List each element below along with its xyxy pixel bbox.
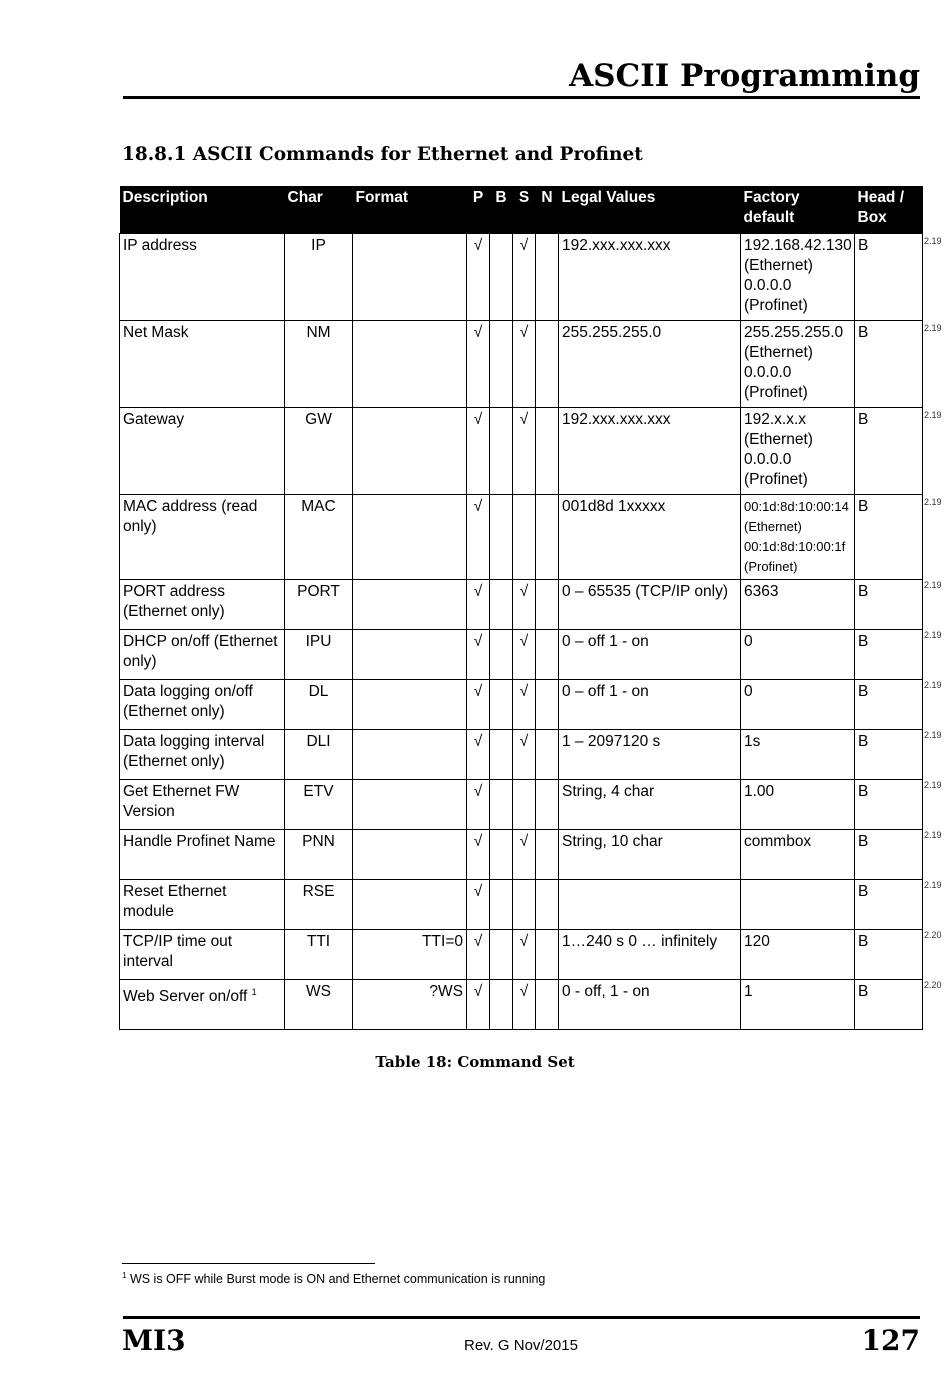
cell-char-text: MAC — [301, 498, 336, 515]
col-header-format: Format — [353, 186, 467, 234]
cell-s-text: √ — [519, 583, 529, 600]
cell-legal-values — [559, 680, 741, 730]
table-header-row — [120, 186, 923, 234]
cell-b — [490, 580, 513, 630]
cell-char-text: PNN — [302, 833, 335, 850]
cell-legal-values-text: 1 – 2097120 s — [562, 733, 661, 750]
cell-legal-values — [559, 730, 741, 780]
cell-legal-values-text: 1…240 s 0 … infinitely — [562, 933, 718, 950]
cell-factory-default-text: commbox — [744, 833, 812, 850]
cell-description — [120, 630, 285, 680]
cell-factory-default-text: 1s — [744, 733, 761, 750]
cell-n — [536, 234, 559, 321]
cell-factory-default — [741, 630, 855, 680]
cell-head-box — [855, 234, 923, 321]
cell-char — [285, 630, 353, 680]
table-row — [120, 321, 923, 408]
cell-s — [513, 980, 536, 1030]
cell-legal-values — [559, 980, 741, 1030]
cell-s — [513, 730, 536, 780]
cell-char — [285, 580, 353, 630]
table-row — [120, 408, 923, 495]
cell-legal-values-text: 0 – off 1 - on — [562, 683, 649, 700]
cell-s — [513, 408, 536, 495]
revision-mark: 2.19 — [924, 780, 942, 790]
revision-mark: 2.19 — [924, 236, 942, 246]
cell-factory-default — [741, 930, 855, 980]
cell-description-text: TCP/IP time out interval — [123, 933, 233, 970]
table-row — [120, 880, 923, 930]
cell-n — [536, 680, 559, 730]
cell-factory-default — [741, 830, 855, 880]
cell-b — [490, 880, 513, 930]
cell-format — [353, 321, 467, 408]
cell-head-box-text: B — [858, 237, 869, 254]
cell-b — [490, 980, 513, 1030]
col-header-p: P — [467, 186, 490, 234]
cell-factory-default — [741, 495, 855, 580]
cell-b — [490, 234, 513, 321]
cell-description-text: MAC address (read only) — [123, 498, 258, 535]
cell-description — [120, 495, 285, 580]
cell-description — [120, 408, 285, 495]
cell-legal-values — [559, 408, 741, 495]
cell-description — [120, 880, 285, 930]
cell-description — [120, 780, 285, 830]
cell-legal-values-text: 0 – 65535 (TCP/IP only) — [562, 583, 728, 600]
cell-s — [513, 930, 536, 980]
cell-s-text: √ — [519, 933, 529, 950]
cell-n — [536, 580, 559, 630]
cell-n — [536, 930, 559, 980]
cell-format — [353, 630, 467, 680]
header-rule — [123, 96, 920, 99]
cell-head-box — [855, 830, 923, 880]
cell-char-text: GW — [305, 411, 332, 428]
cell-factory-default-text: 0 — [744, 683, 753, 700]
cell-head-box-text: B — [858, 583, 869, 600]
footer-revision: Rev. G Nov/2015 — [464, 1337, 578, 1354]
page-header-title: ASCII Programming — [569, 58, 920, 94]
footer-rule — [123, 1316, 920, 1319]
cell-char-text: IP — [311, 237, 326, 254]
revision-mark: 2.19 — [924, 730, 942, 740]
cell-char-text: DL — [308, 683, 329, 700]
cell-b — [490, 630, 513, 680]
command-table — [119, 186, 923, 1030]
cell-s — [513, 234, 536, 321]
cell-format — [353, 980, 467, 1030]
cell-head-box — [855, 630, 923, 680]
cell-char — [285, 495, 353, 580]
section-title: 18.8.1 ASCII Commands for Ethernet and Profinet — [122, 144, 643, 165]
cell-factory-default — [741, 780, 855, 830]
cell-head-box-text: B — [858, 983, 869, 1000]
revision-mark: 2.19 — [924, 880, 942, 890]
cell-p-text: √ — [473, 498, 483, 515]
cell-char-text: IPU — [305, 633, 332, 650]
table-row — [120, 980, 923, 1030]
cell-p-text: √ — [473, 783, 483, 800]
cell-head-box-text: B — [858, 324, 869, 341]
cell-head-box — [855, 780, 923, 830]
cell-p — [467, 321, 490, 408]
cell-head-box — [855, 730, 923, 780]
cell-legal-values-text: 192.xxx.xxx.xxx — [562, 411, 671, 428]
cell-p — [467, 408, 490, 495]
cell-head-box — [855, 930, 923, 980]
revision-mark: 2.20 — [924, 930, 942, 940]
cell-p — [467, 234, 490, 321]
col-header-char: Char — [285, 186, 353, 234]
cell-p — [467, 780, 490, 830]
cell-char-text: DLI — [306, 733, 331, 750]
cell-description — [120, 830, 285, 880]
cell-description-text: PORT address (Ethernet only) — [123, 583, 225, 620]
footer-model: MI3 — [122, 1324, 186, 1357]
cell-s — [513, 580, 536, 630]
cell-legal-values — [559, 321, 741, 408]
cell-legal-values-text: String, 10 char — [562, 833, 663, 850]
cell-head-box — [855, 580, 923, 630]
cell-head-box — [855, 321, 923, 408]
revision-mark: 2.19 — [924, 410, 942, 420]
cell-p-text: √ — [473, 633, 483, 650]
cell-legal-values-text: 255.255.255.0 — [562, 324, 662, 341]
cell-legal-values-text: 192.xxx.xxx.xxx — [562, 237, 671, 254]
table-row — [120, 730, 923, 780]
cell-format — [353, 408, 467, 495]
cell-description — [120, 980, 285, 1030]
cell-factory-default-text: 255.255.255.0 (Ethernet) 0.0.0.0 (Profinet) — [744, 324, 844, 401]
cell-factory-default — [741, 880, 855, 930]
cell-p — [467, 580, 490, 630]
cell-n — [536, 730, 559, 780]
cell-n — [536, 321, 559, 408]
cell-legal-values — [559, 580, 741, 630]
col-header-b: B — [490, 186, 513, 234]
table-row — [120, 495, 923, 580]
cell-description-text: Data logging on/off (Ethernet only) — [123, 683, 253, 720]
cell-description-text: Get Ethernet FW Version — [123, 783, 240, 820]
cell-factory-default — [741, 730, 855, 780]
cell-description — [120, 730, 285, 780]
cell-p — [467, 630, 490, 680]
revision-mark: 2.19 — [924, 680, 942, 690]
cell-char — [285, 930, 353, 980]
cell-head-box — [855, 880, 923, 930]
footnote-text: WS is OFF while Burst mode is ON and Ethernet communication is running — [129, 1272, 546, 1287]
cell-b — [490, 680, 513, 730]
cell-s-text: √ — [519, 683, 529, 700]
cell-head-box-text: B — [858, 833, 869, 850]
cell-p-text: √ — [473, 324, 483, 341]
cell-head-box-text: B — [858, 633, 869, 650]
cell-legal-values — [559, 495, 741, 580]
cell-head-box-text: B — [858, 733, 869, 750]
col-header-legal-values: Legal Values — [559, 186, 741, 234]
footnote-rule — [122, 1263, 375, 1264]
cell-factory-default — [741, 980, 855, 1030]
cell-p — [467, 930, 490, 980]
cell-b — [490, 830, 513, 880]
cell-head-box — [855, 680, 923, 730]
cell-s-text: √ — [519, 633, 529, 650]
cell-legal-values — [559, 930, 741, 980]
cell-n — [536, 980, 559, 1030]
cell-char — [285, 730, 353, 780]
cell-head-box — [855, 980, 923, 1030]
cell-factory-default-text: 120 — [744, 933, 770, 950]
cell-s — [513, 880, 536, 930]
table-row — [120, 580, 923, 630]
cell-s — [513, 680, 536, 730]
cell-head-box-text: B — [858, 498, 869, 515]
cell-format — [353, 730, 467, 780]
cell-format — [353, 930, 467, 980]
cell-char-text: PORT — [297, 583, 340, 600]
cell-p-text: √ — [473, 833, 483, 850]
cell-head-box-text: B — [858, 683, 869, 700]
cell-char — [285, 830, 353, 880]
cell-factory-default-text: 1 — [744, 983, 753, 1000]
cell-b — [490, 730, 513, 780]
table-row — [120, 930, 923, 980]
cell-s — [513, 830, 536, 880]
cell-legal-values-text: 001d8d 1xxxxx — [562, 498, 666, 515]
cell-factory-default-text: 1.00 — [744, 783, 775, 800]
cell-b — [490, 780, 513, 830]
cell-s-text: √ — [519, 324, 529, 341]
cell-s-text: √ — [519, 411, 529, 428]
cell-char — [285, 321, 353, 408]
cell-s-text: √ — [519, 237, 529, 254]
cell-description-text: DHCP on/off (Ethernet only) — [123, 633, 278, 670]
col-header-description: Description — [120, 186, 285, 234]
col-header-s: S — [513, 186, 536, 234]
cell-p — [467, 680, 490, 730]
cell-n — [536, 630, 559, 680]
table-row — [120, 830, 923, 880]
cell-description-text: IP address — [123, 237, 197, 254]
cell-char-text: NM — [306, 324, 331, 341]
col-header-factory-default: Factory default — [741, 186, 855, 234]
cell-char-text: TTI — [306, 933, 331, 950]
cell-p — [467, 980, 490, 1030]
cell-head-box-text: B — [858, 933, 869, 950]
cell-description-text: Reset Ethernet module — [123, 883, 227, 920]
cell-b — [490, 321, 513, 408]
cell-p — [467, 880, 490, 930]
cell-format — [353, 780, 467, 830]
cell-legal-values — [559, 780, 741, 830]
cell-char — [285, 880, 353, 930]
cell-p-text: √ — [473, 411, 483, 428]
cell-b — [490, 408, 513, 495]
revision-mark: 2.19 — [924, 580, 942, 590]
cell-p-text: √ — [473, 933, 483, 950]
cell-p-text: √ — [473, 983, 483, 1000]
cell-description-text: Data logging interval (Ethernet only) — [123, 733, 265, 770]
cell-s — [513, 321, 536, 408]
cell-format-text: TTI=0 — [422, 933, 463, 950]
revision-mark: 2.19 — [924, 830, 942, 840]
cell-b — [490, 930, 513, 980]
cell-format — [353, 580, 467, 630]
cell-head-box-text: B — [858, 883, 869, 900]
cell-s-text: √ — [519, 733, 529, 750]
cell-legal-values — [559, 234, 741, 321]
cell-b — [490, 495, 513, 580]
cell-n — [536, 408, 559, 495]
cell-char-text: WS — [306, 983, 331, 1000]
cell-factory-default — [741, 580, 855, 630]
cell-description-text: Web Server on/off — [123, 988, 248, 1006]
cell-char-text: RSE — [302, 883, 335, 900]
cell-factory-default — [741, 408, 855, 495]
footnote-mark: 1 — [122, 1271, 127, 1280]
table-row — [120, 630, 923, 680]
page-number: 127 — [861, 1324, 920, 1357]
cell-p-text: √ — [473, 683, 483, 700]
footnote-ref: 1 — [251, 987, 257, 997]
cell-format — [353, 680, 467, 730]
cell-p — [467, 830, 490, 880]
cell-head-box-text: B — [858, 411, 869, 428]
cell-format — [353, 830, 467, 880]
cell-legal-values — [559, 880, 741, 930]
cell-char — [285, 234, 353, 321]
table-row — [120, 680, 923, 730]
cell-p-text: √ — [473, 883, 483, 900]
cell-p-text: √ — [473, 583, 483, 600]
cell-char — [285, 780, 353, 830]
cell-legal-values — [559, 830, 741, 880]
revision-mark: 2.19 — [924, 323, 942, 333]
cell-legal-values-text: String, 4 char — [562, 783, 655, 800]
cell-format-text: ?WS — [429, 983, 463, 1000]
cell-head-box — [855, 408, 923, 495]
cell-description — [120, 234, 285, 321]
cell-description — [120, 580, 285, 630]
cell-s-text: √ — [519, 833, 529, 850]
cell-char — [285, 408, 353, 495]
cell-factory-default-text: 00:1d:8d:10:00:14 (Ethernet) 00:1d:8d:10:00:1f (Profinet) — [744, 499, 849, 574]
cell-factory-default — [741, 234, 855, 321]
revision-mark: 2.19 — [924, 497, 942, 507]
cell-p-text: √ — [473, 733, 483, 750]
table-caption: Table 18: Command Set — [375, 1053, 575, 1071]
col-header-head-box: Head / Box — [855, 186, 923, 234]
cell-head-box-text: B — [858, 783, 869, 800]
cell-factory-default — [741, 680, 855, 730]
revision-mark: 2.19 — [924, 630, 942, 640]
col-header-n: N — [536, 186, 559, 234]
cell-char — [285, 680, 353, 730]
table-row — [120, 234, 923, 321]
footnote — [122, 1271, 545, 1286]
cell-description-text: Net Mask — [123, 324, 189, 341]
cell-head-box — [855, 495, 923, 580]
cell-description-text: Handle Profinet Name — [123, 833, 276, 850]
cell-p — [467, 495, 490, 580]
cell-legal-values-text: 0 – off 1 - on — [562, 633, 649, 650]
cell-char-text: ETV — [303, 783, 334, 800]
cell-format — [353, 495, 467, 580]
cell-legal-values-text: 0 - off, 1 - on — [562, 983, 650, 1000]
cell-description — [120, 680, 285, 730]
cell-description — [120, 321, 285, 408]
cell-s-text: √ — [519, 983, 529, 1000]
cell-description — [120, 930, 285, 980]
cell-factory-default-text: 0 — [744, 633, 753, 650]
cell-n — [536, 830, 559, 880]
cell-format — [353, 880, 467, 930]
cell-legal-values — [559, 630, 741, 680]
revision-mark: 2.20 — [924, 980, 942, 990]
cell-s — [513, 495, 536, 580]
cell-factory-default-text: 6363 — [744, 583, 779, 600]
cell-s — [513, 780, 536, 830]
cell-s — [513, 630, 536, 680]
cell-n — [536, 780, 559, 830]
cell-factory-default-text: 192.168.42.130 (Ethernet) 0.0.0.0 (Profinet) — [744, 237, 852, 314]
cell-p-text: √ — [473, 237, 483, 254]
cell-p — [467, 730, 490, 780]
cell-factory-default-text: 192.x.x.x (Ethernet) 0.0.0.0 (Profinet) — [744, 411, 813, 488]
cell-n — [536, 880, 559, 930]
cell-description-text: Gateway — [123, 411, 185, 428]
table-row — [120, 780, 923, 830]
cell-factory-default — [741, 321, 855, 408]
cell-format — [353, 234, 467, 321]
cell-char — [285, 980, 353, 1030]
cell-n — [536, 495, 559, 580]
